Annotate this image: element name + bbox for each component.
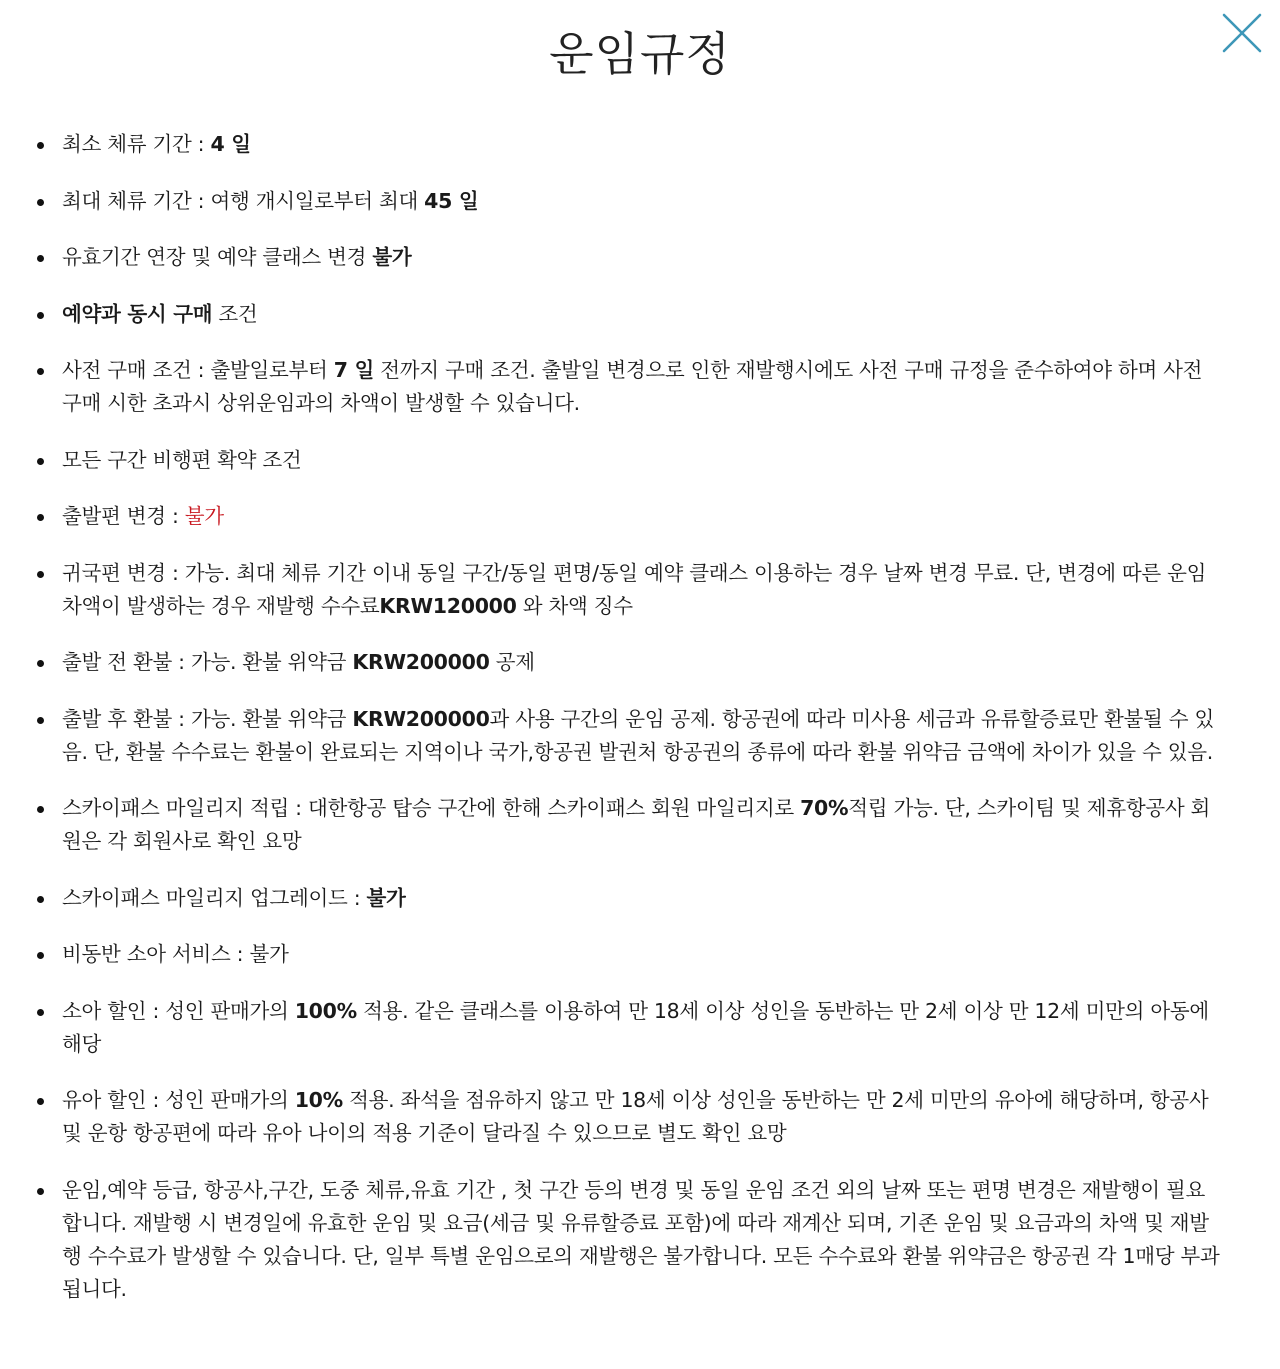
rule-text: 조건 [212,301,258,326]
rule-emphasis: KRW200000 [352,706,490,731]
rule-text: 비동반 소아 서비스 : 불가 [62,942,289,966]
rule-item [62,298,1220,331]
rule-emphasis: 7 일 [333,358,375,382]
rule-item [62,557,1220,623]
rule-item [62,1084,1220,1150]
rule-text: 과 사용 구간의 운임 공제. 항공권에 따라 미사용 세금과 유류할증료만 환불될 수 있음. 단, 환불 수수료는 환불이 완료되는 지역이나 국가,항공권 발권처 항공권의 종류에 따라 환불 위약금 금액에 차이가 있을 수 있음. [62,706,1214,764]
rule-item [62,444,1220,477]
rule-text: 최소 체류 기간 : [62,132,211,156]
rule-text: 귀국편 변경 : 가능. 최대 체류 기간 이내 동일 구간/동일 편명/동일 예약 클래스 이용하는 경우 날짜 변경 무료. 단, 변경에 따른 운임 차액이 발생하는 경우 재발행 수수료 [62,560,1207,618]
rule-text: 전까지 구매 조건. 출발일 변경으로 인한 재발행시에도 사전 구매 규정을 준수하여야 하며 사전 구매 시한 초과시 상위운임과의 차액이 발생할 수 있습니다. [62,358,1203,415]
rule-text: 스카이패스 마일리지 업그레이드 : [62,885,367,910]
close-button[interactable] [1220,11,1264,55]
rule-emphasis: 70% [800,796,849,820]
rule-item [62,646,1220,679]
rule-text: 출발편 변경 : [62,504,185,528]
rule-emphasis: 4 일 [210,132,251,156]
rule-emphasis: 불가 [366,885,406,910]
rule-item [62,938,1220,971]
rule-item [62,128,1220,161]
rule-item [62,241,1220,274]
rule-text: 운임,예약 등급, 항공사,구간, 도중 체류,유효 기간 , 첫 구간 등의 변경 및 동일 운임 조건 외의 날짜 또는 편명 변경은 재발행이 필요합니다. 재발행 시 변경일에 유효한 운임 및 요금(세금 및 유류할증료 포함)에 따라 재계산 되며, 기존 운임 및 요금과의 차액 및 재발행 수수료가 발생할 수 있습니다. 단, 일부 특별 운임으로의 재발행은 불가합니다. 모든 수수료와 환불 위약금은 항공권 각 1매당 부과됩니다. [62,1177,1220,1301]
close-icon [1220,11,1264,55]
fare-rules-list [62,128,1220,1329]
rule-item [62,995,1220,1061]
rule-emphasis: KRW120000 [379,593,517,618]
rule-text: 출발 후 환불 : 가능. 환불 위약금 [62,706,353,731]
rule-text: 최대 체류 기간 : 여행 개시일로부터 최대 [62,188,425,213]
rule-emphasis: KRW200000 [352,650,490,674]
rule-item [62,1174,1220,1306]
rule-text: 공제 [489,650,535,674]
rule-item [62,185,1220,218]
rule-text: 모든 구간 비행편 확약 조건 [62,447,302,472]
rule-text: 유아 할인 : 성인 판매가의 [62,1088,295,1112]
rule-text: 적립 가능. 단, 스카이팀 및 제휴항공사 회원은 각 회원사로 확인 요망 [62,796,1211,853]
rule-item [62,792,1220,858]
rule-emphasis: 예약과 동시 구매 [62,301,213,326]
rule-text: 출발 전 환불 : 가능. 환불 위약금 [62,650,353,674]
rule-text: 스카이패스 마일리지 적립 : 대한항공 탑승 구간에 한해 스카이패스 회원 마일리지로 [62,796,801,820]
rule-text: 소아 할인 : 성인 판매가의 [62,998,295,1023]
rule-text: 유효기간 연장 및 예약 클래스 변경 [62,245,373,269]
rule-item [62,882,1220,915]
rule-emphasis: 45 일 [424,188,479,213]
rule-emphasis: 불가 [372,245,412,269]
rule-highlight: 불가 [184,504,224,528]
rule-text: 적용. 같은 클래스를 이용하여 만 18세 이상 성인을 동반하는 만 2세 이상 만 12세 미만의 아동에 해당 [62,998,1209,1056]
rule-emphasis: 100% [294,998,357,1023]
modal-title: 운임규정 [549,27,731,81]
rule-item [62,703,1220,769]
rule-item [62,500,1220,533]
rule-text: 적용. 좌석을 점유하지 않고 만 18세 이상 성인을 동반하는 만 2세 미만의 유아에 해당하며, 항공사 및 운항 항공편에 따라 유아 나이의 적용 기준이 달라질 수 있으므로 별도 확인 요망 [62,1088,1209,1145]
rule-text: 사전 구매 조건 : 출발일로부터 [62,358,334,382]
rule-item [62,354,1220,420]
rule-text: 와 차액 징수 [516,593,633,618]
rule-emphasis: 10% [294,1088,343,1112]
